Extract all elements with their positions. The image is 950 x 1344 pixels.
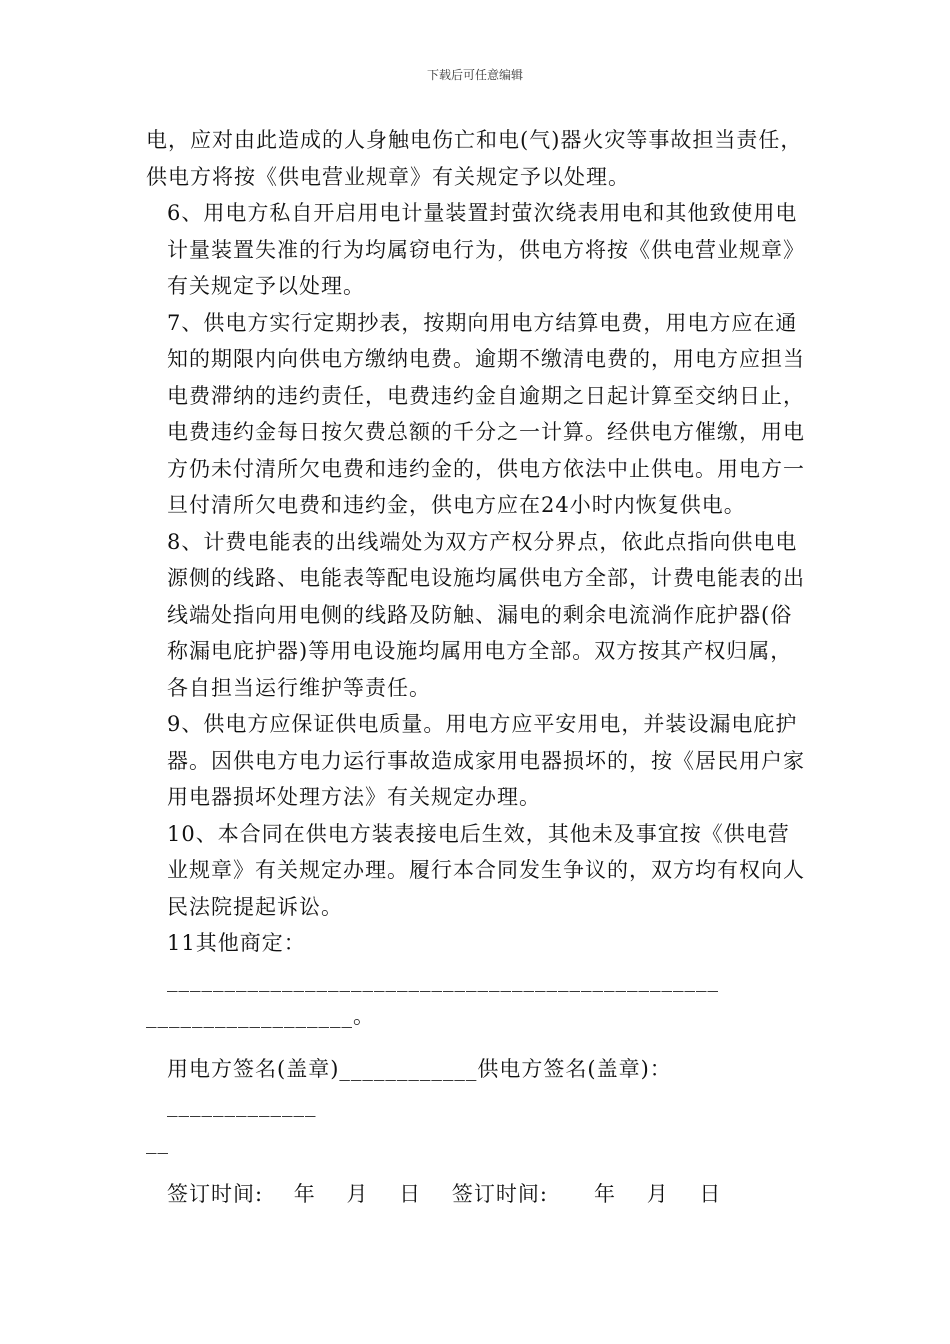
other-agreement-label: 11其他商定： [167, 931, 306, 955]
other-agreement-continuation [146, 998, 810, 1035]
paragraph-clause-7: 7、供电方实行定期抄表，按期向用电方结算电费，用电方应在通知的期限内向供电方缴纳电费。逾期不缴清电费的，用电方应担当电费滞纳的违约责任，电费违约金自逾期之日起计算至交纳日止，电费违约金每日按欠费总额的千分之一计算。经供电方催缴，用电方仍未付清所欠电费和违约金的，供电方依法中止供电。用电方一旦付清所欠电费和违约金，供电方应在24小时内恢复供电。 [167, 310, 805, 517]
paragraph-continuation: 电，应对由此造成的人身触电伤亡和电(气)器火灾等事故担当责任，供电方将按《供电营业规章》有关规定予以处理。 [146, 128, 803, 189]
other-agreement-blank: ________________________________________________ [167, 967, 719, 992]
contract-body [146, 122, 810, 1213]
paragraph-clause-6: 6、用电方私自开启用电计量装置封萤㳄绕表用电和其他致使用电计量装置失准的行为均属窃电行为，供电方将按《供电营业规章》有关规定予以处理。 [167, 201, 805, 298]
supplier-signature-label: 供电方签名(盖章)： [477, 1056, 672, 1081]
supplier-signature-blank: _____________ [167, 1093, 317, 1117]
user-signature-blank: ____________ [339, 1056, 478, 1081]
user-signature-label: 用电方签名(盖章) [167, 1056, 340, 1081]
other-agreement-blank-2: __________________。 [146, 1004, 375, 1028]
date-row [146, 1176, 810, 1213]
other-agreement-line [146, 925, 810, 998]
paragraph-clause-10: 10、本合同在供电方装表接电后生效，其他未及事宜按《供电营业规章》有关规定办理。履行本合同发生争议的，双方均有权向人民法院提起诉讼。 [167, 821, 805, 919]
paragraph-clause-8: 8、计费电能表的出线端处为双方产权分界点，依此点指向供电电源侧的线路、电能表等配电设施均属供电方全部，计费电能表的出线端处指向用电侧的线路及防触、漏电的剩余电流淌作庇护器(俗称漏电庇护器)等用电设施均属用电方全部。双方按其产权归属，各自担当运行维护等责任。 [167, 529, 805, 700]
user-sign-date: 签订时间: 年 月 日 [167, 1182, 422, 1206]
supplier-sign-date: 签订时间: 年 月 日 [451, 1182, 722, 1206]
signature-continuation [146, 1124, 810, 1161]
signature-row [146, 1051, 810, 1124]
paragraph-clause-9: 9、供电方应保证供电质量。用电方应平安用电，并装设漏电庇护器。因供电方电力运行事故造成家用电器损坏的，按《居民用户家用电器损坏处理方法》有关规定办理。 [167, 712, 805, 809]
page-header: 下载后可任意编辑 [426, 68, 523, 82]
signature-tail-blank: __ [146, 1129, 169, 1154]
